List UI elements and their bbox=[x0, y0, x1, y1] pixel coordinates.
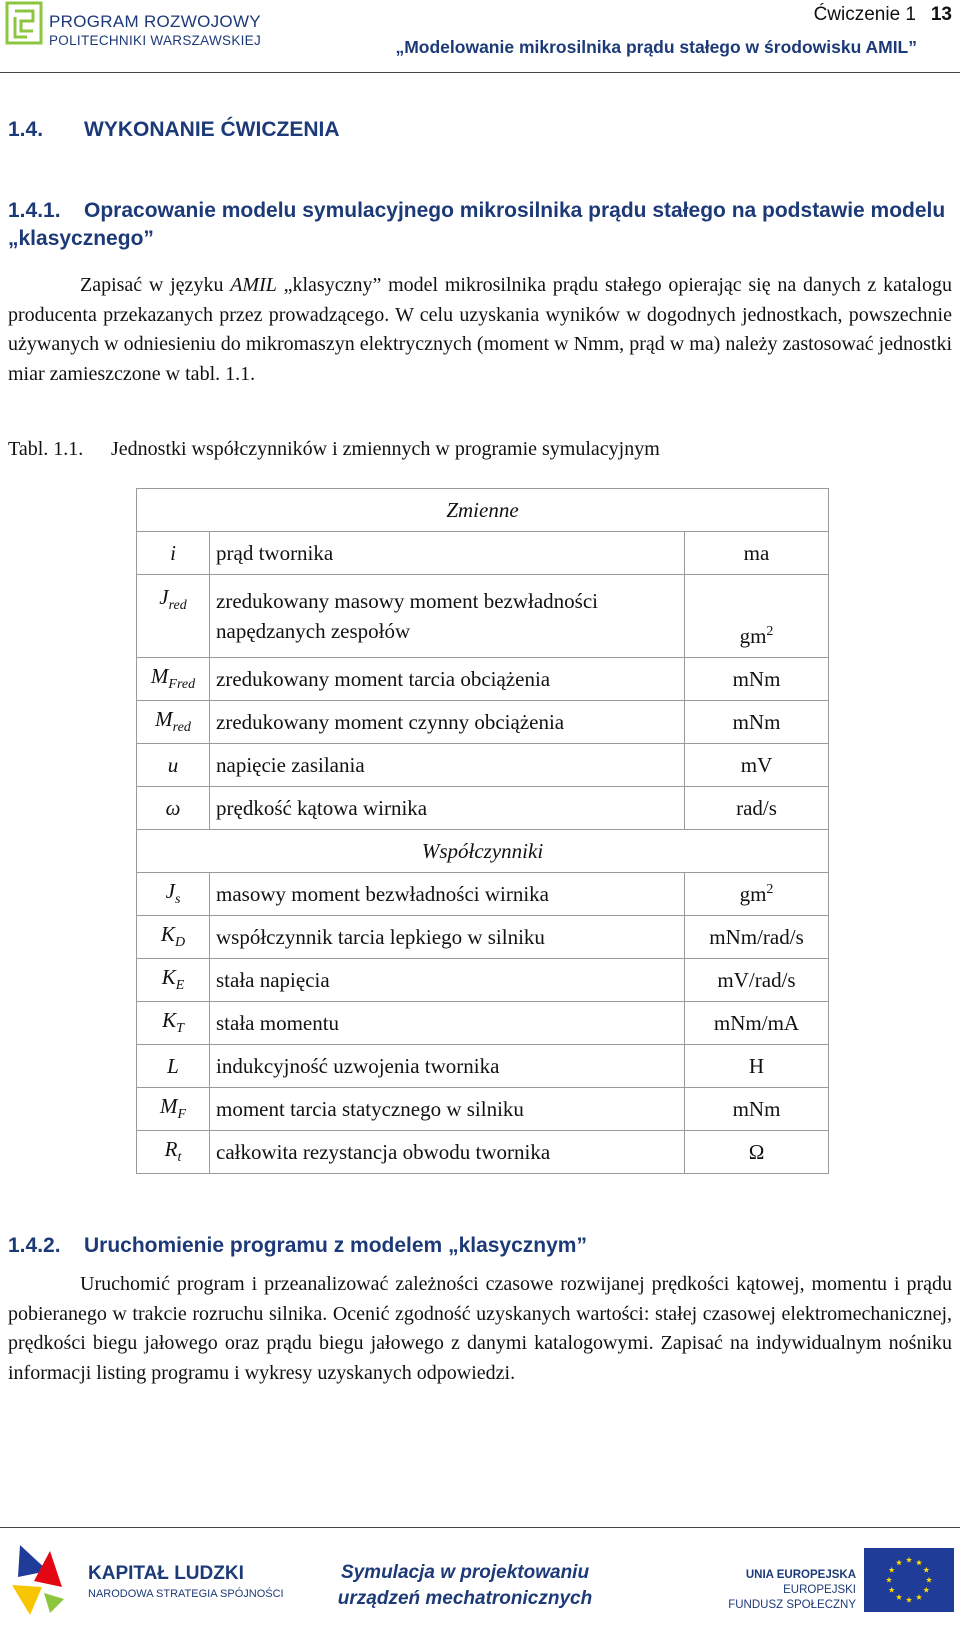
symbol: K bbox=[162, 1008, 177, 1033]
paragraph-1 bbox=[8, 271, 952, 389]
symbol-subscript: t bbox=[177, 1150, 182, 1166]
section-heading bbox=[8, 118, 340, 142]
description-cell: stała napięcia bbox=[210, 959, 685, 1002]
symbol: M bbox=[150, 664, 169, 689]
symbol-subscript: red bbox=[168, 598, 187, 614]
subsection-title-1: Opracowanie modelu symulacyjnego mikrosilnika prądu stałego na podstawie modelu „klasycznego” bbox=[8, 199, 946, 250]
symbol: M bbox=[155, 707, 173, 732]
section-number: 1.4. bbox=[8, 118, 44, 141]
paragraph-2-text: Uruchomić program i przeanalizować zależności czasowe rozwijanej prędkości kątowej, momentu i prądu pobieranego w trakcie rozruchu silnika. Ocenić zgodność uzyskanych wartości: stałej czasowej elektromechanicznej, prędkości biegu jałowego oraz prądu biegu jałowego z danymi katalogowymi. Zapisać na indywidualnym nośniku informacji listing programu i wykresy uzyskanych odpowiedzi. bbox=[8, 1273, 952, 1384]
units-table-body bbox=[137, 489, 829, 1174]
symbol: u bbox=[167, 752, 179, 777]
symbol: i bbox=[170, 540, 176, 565]
unit-superscript: 2 bbox=[766, 624, 774, 639]
unit-cell bbox=[685, 787, 829, 830]
variable-row bbox=[137, 787, 829, 830]
group-header-variables-label: Zmienne bbox=[137, 489, 829, 532]
symbol-cell bbox=[137, 658, 210, 701]
symbol: K bbox=[161, 965, 176, 990]
symbol: M bbox=[159, 1094, 178, 1119]
variable-row bbox=[137, 701, 829, 744]
description-cell: zredukowany moment czynny obciążenia bbox=[210, 701, 685, 744]
eu-flag-icon bbox=[864, 1548, 954, 1612]
symbol-cell bbox=[137, 1045, 210, 1088]
unit-cell bbox=[685, 744, 829, 787]
description-cell: masowy moment bezwładności wirnika bbox=[210, 873, 685, 916]
subsection-title-2: Uruchomienie programu z modelem „klasycznym” bbox=[84, 1234, 587, 1257]
logo-subtitle: POLITECHNIKI WARSZAWSKIEJ bbox=[49, 33, 262, 48]
symbol-subscript: E bbox=[175, 978, 185, 994]
unit: mV/rad/s bbox=[717, 967, 796, 992]
unit: mNm bbox=[732, 666, 781, 691]
symbol-cell bbox=[137, 787, 210, 830]
table-caption-text: Jednostki współczynników i zmiennych w programie symulacyjnym bbox=[111, 438, 660, 460]
symbol-cell bbox=[137, 873, 210, 916]
unit-superscript: 2 bbox=[766, 881, 774, 897]
kapital-ludzki-subtitle: NARODOWA STRATEGIA SPÓJNOŚCI bbox=[88, 1588, 284, 1600]
running-title: „Modelowanie mikrosilnika prądu stałego w środowisku AMIL” bbox=[395, 37, 917, 57]
group-header-variables bbox=[137, 489, 829, 532]
description-cell: prędkość kątowa wirnika bbox=[210, 787, 685, 830]
chapter-label: Ćwiczenie 1 bbox=[813, 4, 916, 25]
amil-term: AMIL bbox=[230, 274, 277, 296]
variable-row bbox=[137, 658, 829, 701]
variable-row bbox=[137, 575, 829, 658]
symbol-subscript: D bbox=[174, 935, 186, 951]
paragraph-2 bbox=[8, 1270, 952, 1388]
section-title: WYKONANIE ĆWICZENIA bbox=[84, 118, 340, 141]
unit-cell bbox=[685, 1002, 829, 1045]
symbol-cell bbox=[137, 532, 210, 575]
group-header-coefficients-label: Współczynniki bbox=[137, 830, 829, 873]
coefficient-row bbox=[137, 1045, 829, 1088]
kapital-ludzki-logo bbox=[8, 1541, 284, 1619]
coefficient-row bbox=[137, 1131, 829, 1174]
symbol-cell bbox=[137, 1088, 210, 1131]
page-header bbox=[0, 0, 960, 74]
coefficient-row bbox=[137, 1002, 829, 1045]
unit-cell bbox=[685, 575, 829, 658]
kapital-ludzki-star-icon bbox=[8, 1541, 66, 1617]
symbol: J bbox=[165, 879, 175, 904]
description-cell: napięcie zasilania bbox=[210, 744, 685, 787]
kapital-ludzki-title: KAPITAŁ LUDZKI bbox=[88, 1563, 244, 1584]
pw-logo bbox=[5, 1, 265, 49]
unit: mNm/mA bbox=[713, 1010, 800, 1035]
subsection-number-2: 1.4.2. bbox=[8, 1234, 61, 1257]
description-cell: moment tarcia statycznego w silniku bbox=[210, 1088, 685, 1131]
coefficient-row bbox=[137, 873, 829, 916]
symbol-cell bbox=[137, 744, 210, 787]
unit-cell bbox=[685, 916, 829, 959]
paragraph-1-start: Zapisać w języku bbox=[80, 274, 231, 296]
table-caption bbox=[8, 438, 660, 461]
symbol-subscript: s bbox=[174, 892, 181, 908]
footer-divider bbox=[0, 1527, 960, 1528]
variable-row bbox=[137, 532, 829, 575]
unit-cell bbox=[685, 959, 829, 1002]
paragraph-1-rest: „klasyczny” model mikrosilnika prądu stałego opierając się na danych z katalogu producenta przekazanych przez prowadzącego. W celu uzyskania wyników w dogodnych jednostkach, powszechnie używanych w odniesieniu do mikromaszyn elektrycznych (moment w Nmm, prąd w ma) należy zastosować jednostki miar zamieszczone w tabl. 1.1. bbox=[8, 274, 952, 385]
description-cell: prąd twornika bbox=[210, 532, 685, 575]
unit-cell bbox=[685, 658, 829, 701]
symbol-cell bbox=[137, 959, 210, 1002]
eu-label-line3: FUNDUSZ SPOŁECZNY bbox=[728, 1599, 856, 1611]
unit-cell bbox=[685, 1131, 829, 1174]
unit: gm bbox=[739, 881, 767, 906]
unit: mV bbox=[740, 752, 773, 777]
symbol: R bbox=[164, 1137, 178, 1162]
subsection-heading-1 bbox=[8, 197, 948, 253]
unit-cell bbox=[685, 701, 829, 744]
description-cell: całkowita rezystancja obwodu twornika bbox=[210, 1131, 685, 1174]
eu-label-line1: UNIA EUROPEJSKA bbox=[745, 1569, 856, 1581]
subsection-number-1: 1.4.1. bbox=[8, 199, 61, 222]
symbol-cell bbox=[137, 1002, 210, 1045]
symbol-subscript: Fred bbox=[168, 677, 196, 693]
symbol: K bbox=[160, 922, 175, 947]
unit: mNm bbox=[732, 709, 781, 734]
unit: gm bbox=[739, 624, 767, 648]
eu-label-line2: EUROPEJSKI bbox=[783, 1584, 856, 1596]
table-caption-number: Tabl. 1.1. bbox=[8, 438, 84, 460]
unit-cell bbox=[685, 532, 829, 575]
description-cell: zredukowany masowy moment bezwładności napędzanych zespołów bbox=[210, 575, 685, 658]
unit: mNm/rad/s bbox=[709, 924, 804, 949]
description-cell: zredukowany moment tarcia obciążenia bbox=[210, 658, 685, 701]
unit: rad/s bbox=[736, 795, 777, 820]
symbol: ω bbox=[165, 795, 181, 820]
symbol-cell bbox=[137, 575, 210, 658]
eu-label bbox=[708, 1568, 856, 1613]
units-table bbox=[136, 488, 829, 1174]
footer-book-title-line2: urządzeń mechatronicznych bbox=[337, 1588, 593, 1609]
description-cell: indukcyjność uzwojenia twornika bbox=[210, 1045, 685, 1088]
symbol-subscript: red bbox=[172, 720, 191, 736]
pw-logo-mark-icon bbox=[5, 1, 45, 47]
unit-cell bbox=[685, 1045, 829, 1088]
header-divider bbox=[0, 72, 960, 73]
symbol-cell bbox=[137, 916, 210, 959]
symbol-subscript: T bbox=[176, 1021, 184, 1037]
coefficient-row bbox=[137, 959, 829, 1002]
unit-cell bbox=[685, 873, 829, 916]
page-number: 13 bbox=[930, 4, 952, 25]
symbol: J bbox=[159, 585, 169, 609]
unit: ma bbox=[743, 540, 770, 565]
footer-book-title-line1: Symulacja w projektowaniu bbox=[340, 1562, 590, 1583]
unit: Ω bbox=[748, 1139, 765, 1164]
subsection-heading-2 bbox=[8, 1234, 587, 1258]
logo-title: PROGRAM ROZWOJOWY bbox=[49, 12, 261, 31]
description-cell: stała momentu bbox=[210, 1002, 685, 1045]
symbol-cell bbox=[137, 701, 210, 744]
unit-cell bbox=[685, 1088, 829, 1131]
footer-book-title bbox=[305, 1560, 625, 1612]
coefficient-row bbox=[137, 1088, 829, 1131]
symbol-subscript: F bbox=[177, 1107, 187, 1123]
description-cell: współczynnik tarcia lepkiego w silniku bbox=[210, 916, 685, 959]
group-header-coefficients bbox=[137, 830, 829, 873]
symbol: L bbox=[167, 1053, 179, 1078]
variable-row bbox=[137, 744, 829, 787]
coefficient-row bbox=[137, 916, 829, 959]
unit: mNm bbox=[732, 1096, 781, 1121]
unit: H bbox=[748, 1053, 765, 1078]
symbol-cell bbox=[137, 1131, 210, 1174]
